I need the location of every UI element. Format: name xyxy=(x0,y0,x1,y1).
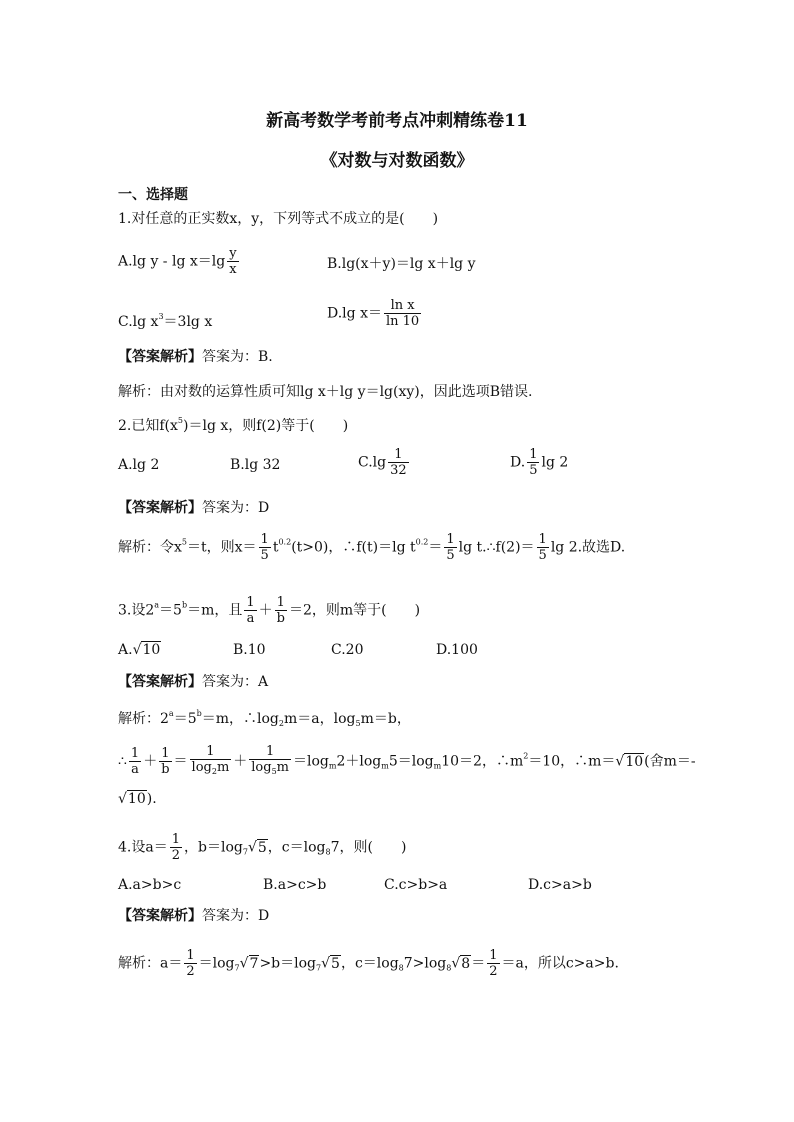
q2-option-d: D. $\frac{1}{5}$ lg 2 xyxy=(510,447,569,478)
q2-option-a: A.lg 2 xyxy=(118,457,160,473)
q1-stem: 1.对任意的正实数x，y，下列等式不成立的是( ) xyxy=(118,211,439,227)
q1-option-d: D.lg x＝ $\frac{\text{ln x}}{\ln 10}$ xyxy=(327,298,420,329)
q4-option-d: D.c>a>b xyxy=(528,877,592,893)
q3-stem: 3.设$2^a=5^b=m$，且 $\frac{1}{a}$ ＋ $\frac{1}{b}$ ＝2，则m等于( ) xyxy=(118,595,421,626)
q2-option-b: B.lg 32 xyxy=(230,457,281,473)
q2-option-c: C.lg $\frac{1}{32}$ xyxy=(358,447,407,478)
q3-answer: 【答案解析】答案为：A xyxy=(118,674,269,690)
q4-analysis: 解析：a＝ $\frac{1}{2}$ $=\log_7√7>b=\log_7√5$，$c=\log_87>\log_8√8=$ $\frac{1}{2}$ ＝a，所以c>a>b. xyxy=(118,948,619,979)
page-title: 新高考数学考前考点冲刺精练卷11 xyxy=(266,111,528,131)
page-subtitle: 《对数与对数函数》 xyxy=(320,151,474,171)
q1-option-c: C.lg $x^3=3\lg$ x xyxy=(118,312,213,330)
q3-option-c: C.20 xyxy=(331,642,364,658)
q1-answer: 【答案解析】答案为：B. xyxy=(118,349,273,365)
q2-stem: 2.已知$f(x^5)=\lg$ x，则f(2)等于( ) xyxy=(118,416,349,434)
q3-option-d: D.100 xyxy=(436,642,478,658)
q2-answer: 【答案解析】答案为：D xyxy=(118,500,270,516)
q3-analysis-line2: ∴ $\frac{1}{a}$ ＋ $\frac{1}{b}$ ＝ $\frac{1}{\log_2m}$ ＋ $\frac{1}{\log_5m}$ $=\log_m2+\log_m5=\log_m10=2$，$\therefore m^2=10$，∴m＝√10(舍m＝- xyxy=(118,744,696,777)
q4-option-c: C.c>b>a xyxy=(384,877,448,893)
q4-stem: 4.设a＝ $\frac{1}{2}$ ，$b=\log_7√5$，$c=\log_87$，则( ) xyxy=(118,832,407,863)
q3-option-b: B.10 xyxy=(233,642,266,658)
q3-analysis-line3: √10). xyxy=(118,791,157,807)
q3-analysis-line1: 解析：$2^a=5^b=m$，$\therefore\log_2m=a$，$\log_5m=b$， xyxy=(118,709,411,728)
q4-option-b: B.a>c>b xyxy=(263,877,327,893)
q4-answer: 【答案解析】答案为：D xyxy=(118,908,270,924)
q3-option-a: A.√10 xyxy=(118,642,161,658)
q1-option-b: B.lg(x＋y)＝lg x＋lg y xyxy=(327,256,476,272)
q4-option-a: A.a>b>c xyxy=(118,877,182,893)
q1-option-a: A.lg y - lg x＝lg $\frac{y}{x}$ xyxy=(118,246,237,277)
q2-analysis: 解析：令$x^5=t$，则x＝ $\frac{1}{5}$ $t^{0.2}(t>0)$，∴f(t)＝lg $t^{0.2}=$ $\frac{1}{5}$ lg t.∴f(2)＝ $\frac{1}{5}$ lg 2.故选D. xyxy=(118,532,626,563)
q1-analysis: 解析：由对数的运算性质可知lg x＋lg y＝lg(xy)，因此选项B错误. xyxy=(118,384,533,400)
section-heading: 一、选择题 xyxy=(118,187,188,203)
